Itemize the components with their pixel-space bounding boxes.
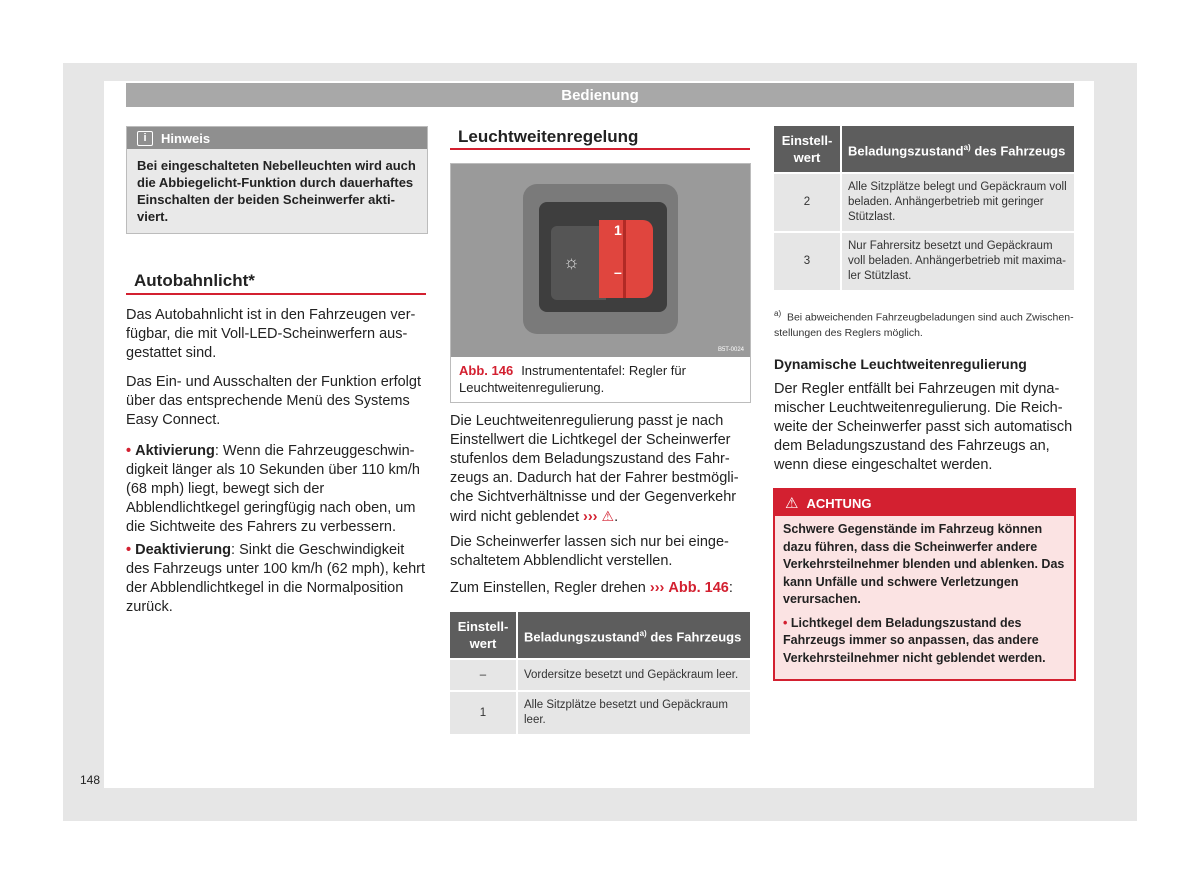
lwr-paragraph-3-text: Zum Einstellen, Regler drehen xyxy=(450,580,646,596)
table-cell-value: – xyxy=(450,658,518,690)
table-row xyxy=(774,231,1074,290)
headlight-icon: ☼ xyxy=(563,252,580,272)
table-header-load xyxy=(518,612,750,658)
note-header xyxy=(127,127,427,149)
section-rule xyxy=(450,148,750,150)
table-row xyxy=(450,658,750,690)
wheel-mark-top: 1 xyxy=(614,222,622,238)
figure-code: B5T-0024 xyxy=(717,347,744,353)
footnote-mark: a) xyxy=(639,628,647,638)
autobahn-paragraph-1: Das Autobahnlicht ist in den Fahrzeugen verfügbar, die mit Voll-LED-Scheinwerfern ausgestattet sind. xyxy=(126,307,416,361)
lwr-paragraph-1-text: Die Leuchtweitenregulierung passt je nach Einstellwert die Lichtkegel der Scheinwerfer stufenlos dem Beladungszustand des Fahrzeugs an. Dadurch hat der Fahrer bestmögliche Sichtverhältnisse und der Gegenverkehr wird nicht geblendet xyxy=(450,413,739,525)
note-text: Bei eingeschalteten Nebelleuchten wird auch die Abbiegelicht-Funktion durch dauerhaftes Einschalten der beiden Scheinwerfer aktiviert. xyxy=(137,158,416,224)
page-number: 148 xyxy=(80,773,101,787)
lwr-paragraph-2: Die Scheinwerfer lassen sich nur bei eingeschaltetem Abblendlicht verstellen. xyxy=(450,534,729,569)
settings-table-2 xyxy=(774,126,1074,290)
page-frame-left xyxy=(63,63,104,821)
arrow-link[interactable]: ››› xyxy=(583,509,598,525)
warning-triangle-icon[interactable]: ⚠ xyxy=(601,508,615,524)
table-header-load xyxy=(842,126,1074,172)
autobahn-paragraph-2: Das Ein- und Ausschalten der Funktion erfolgt über das entsprechende Menü des Systems Easy Connect. xyxy=(126,374,421,428)
table-header-row xyxy=(774,126,1074,172)
dynamic-heading: Dynamische Leuchtweitenregulierung xyxy=(774,356,1027,372)
bullet-label: Deaktivierung xyxy=(135,542,232,558)
table-cell-value: 2 xyxy=(774,172,842,231)
lwr-paragraph-1: Die Leuchtweitenregulierung passt je nach Einstellwert die Lichtkegel der Scheinwerfer stufenlos dem Beladungszustand des Fahrzeugs an. Dadurch hat der Fahrer bestmögliche Sichtverhältnisse und der Gegenverkehr wird nicht geblendet ››› ⚠. xyxy=(450,413,739,525)
table-header-load-text: Beladungszustand xyxy=(524,629,640,645)
bullet-dot: • xyxy=(126,443,132,459)
table-row xyxy=(774,172,1074,231)
figure-reference-link[interactable]: Abb. 146 xyxy=(668,580,729,596)
table-header-load-text: Beladungszustand xyxy=(848,143,964,159)
section-title-autobahnlicht: Autobahnlicht* xyxy=(134,271,255,290)
table-header-row xyxy=(450,612,750,658)
bullet-label: Aktivierung xyxy=(135,443,215,459)
table-footnote xyxy=(774,306,1074,341)
info-icon: i xyxy=(137,131,153,146)
warning-title: ACHTUNG xyxy=(806,495,872,511)
warning-triangle-icon: ⚠ xyxy=(785,495,799,512)
bullet-text: : Sinkt die Geschwindigkeit des Fahrzeugs unter 100 km/h (62 mph), kehrt der Abblendlichtkegel in die Normalposition zurück. xyxy=(126,542,426,615)
settings-table-1 xyxy=(450,612,750,734)
page-frame-right xyxy=(1094,63,1137,821)
section-title-leuchtweitenregelung: Leuchtweitenregelung xyxy=(458,127,639,146)
warning-header xyxy=(775,490,1074,516)
table-cell-value: 1 xyxy=(450,690,518,734)
bullet-deactivation xyxy=(126,541,426,617)
warning-bullet xyxy=(783,615,1066,668)
section-rule xyxy=(126,293,426,295)
page-frame-top xyxy=(63,63,1137,81)
table-cell-text: Alle Sitzplätze besetzt und Gepäckraum leer. xyxy=(518,690,750,734)
bullet-text: : Wenn die Fahrzeuggeschwindigkeit länger als 10 Sekunden über 110 km/h (68 mph) liegt, bewegt sich der Abblendlichtkegel geringfügig nach oben, um die Sichtweite des Fahrers zu verbessern. xyxy=(126,443,420,535)
note-box xyxy=(126,126,428,234)
warning-text-2: Lichtkegel dem Beladungszustand des Fahrzeugs immer so anpassen, das andere Verkehrsteilnehmer nicht geblendet werden. xyxy=(783,615,1046,665)
note-title: Hinweis xyxy=(161,130,211,146)
table-header-load-end: des Fahrzeugs xyxy=(646,629,742,645)
footnote-text: Bei abweichenden Fahrzeugbeladungen sind auch Zwischenstellungen des Reglers möglich. xyxy=(774,311,1074,339)
bullet-dot: • xyxy=(126,542,132,558)
warning-text-1: Schwere Gegenstände im Fahrzeug können dazu führen, dass die Scheinwerfer andere Verkehrsteilnehmer blenden und ablenken. Das kann Unfälle und schwere Verletzungen verursachen. xyxy=(783,522,1065,606)
page-frame-bottom xyxy=(63,788,1137,821)
table-header-value: Einstell-wert xyxy=(774,126,842,172)
table-cell-value: 3 xyxy=(774,231,842,290)
dynamic-paragraph: Der Regler entfällt bei Fahrzeugen mit dynamischer Leuchtweitenregulierung. Die Reichweite der Scheinwerfer passt sich automatisch dem Beladungszustand des Fahrzeugs an, wenn diese eingeschaltet werden. xyxy=(774,381,1073,473)
figure-label: Abb. 146 xyxy=(459,363,514,378)
warning-box xyxy=(773,488,1076,681)
chapter-header: Bedienung xyxy=(126,83,1074,107)
figure-146 xyxy=(450,163,751,403)
bullet-activation xyxy=(126,442,426,537)
footnote-mark: a) xyxy=(774,309,782,318)
bullet-dot: • xyxy=(783,615,788,630)
table-cell-text: Nur Fahrersitz besetzt und Gepäckraum voll beladen. Anhängerbetrieb mit maximaler Stützlast. xyxy=(842,231,1074,290)
warning-body xyxy=(775,516,1074,679)
table-header-load-end: des Fahrzeugs xyxy=(970,143,1066,159)
control-wheel xyxy=(599,220,653,298)
table-row xyxy=(450,690,750,734)
table-cell-text: Alle Sitzplätze belegt und Gepäckraum voll beladen. Anhängerbetrieb mit geringer Stützlast. xyxy=(842,172,1074,231)
table-cell-text: Vordersitze besetzt und Gepäckraum leer. xyxy=(518,658,750,690)
lwr-paragraph-3 xyxy=(450,579,750,598)
arrow-link[interactable]: ››› xyxy=(649,580,665,596)
headlight-range-control-image xyxy=(451,164,750,357)
table-header-value: Einstell-wert xyxy=(450,612,518,658)
footnote-mark: a) xyxy=(963,142,971,152)
wheel-groove xyxy=(623,220,626,298)
figure-caption xyxy=(451,357,750,402)
wheel-mark-bottom: – xyxy=(614,264,622,280)
lwr-paragraph-3-end: : xyxy=(728,580,733,596)
figure-caption-text: Instrumententafel: Regler für Leuchtweitenregulierung. xyxy=(459,363,686,395)
